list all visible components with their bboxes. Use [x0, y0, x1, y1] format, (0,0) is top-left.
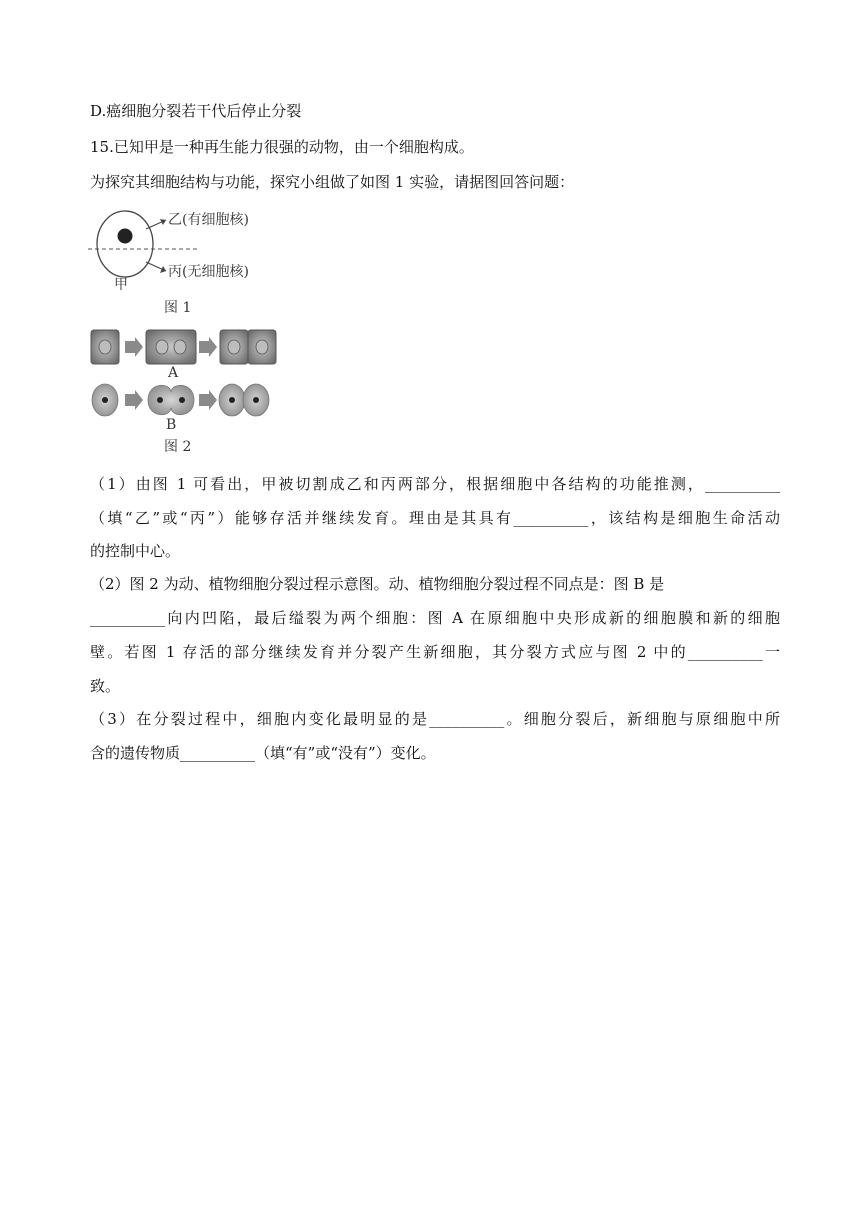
- arrow-b1: [125, 390, 143, 410]
- plant-nucleus-3b: [256, 340, 268, 354]
- figure-2-diagram: [88, 326, 288, 458]
- q2-line-3: 壁。若图 1 存活的部分继续发育并分裂产生新细胞，其分裂方式应与图 2 中的__________一: [90, 643, 780, 661]
- plant-nucleus-2b: [174, 340, 186, 354]
- plant-nucleus-2a: [156, 340, 168, 354]
- q1-line-1: （1）由图 1 可看出，甲被切割成乙和丙两部分，根据细胞中各结构的功能推测，__________: [90, 475, 780, 493]
- animal-nucleus-2a: [157, 397, 163, 403]
- q3-line-2: 含的遗传物质__________（填“有”或“没有”）变化。: [90, 744, 436, 762]
- cell-jia-outline: [97, 211, 153, 277]
- q2-line-1: （2）图 2 为动、植物细胞分裂过程示意图。动、植物细胞分裂过程不同点是：图 B 是: [90, 575, 665, 593]
- q3-line-1: （3）在分裂过程中，细胞内变化最明显的是__________。细胞分裂后，新细胞与原细胞中所: [90, 710, 780, 728]
- figure-1-caption: 图 1: [164, 300, 192, 316]
- plant-nucleus-1: [99, 340, 111, 354]
- q2-line-4: 致。: [90, 677, 121, 695]
- plant-nucleus-3a: [228, 340, 240, 354]
- label-jia: 甲: [114, 277, 128, 293]
- label-b: B: [166, 417, 177, 433]
- plant-cell-2: [146, 330, 196, 364]
- arrow-a1: [125, 337, 143, 357]
- arrow-head-bing: [160, 266, 166, 273]
- animal-cell-2: [148, 385, 194, 414]
- question-15-stem: 15.已知甲是一种再生能力很强的动物，由一个细胞构成。: [90, 138, 474, 156]
- label-bing: 丙(无细胞核): [168, 264, 249, 280]
- animal-nucleus-2b: [179, 397, 185, 403]
- animal-nucleus-3a: [229, 397, 235, 403]
- option-d-text: D.癌细胞分裂若干代后停止分裂: [90, 102, 302, 120]
- figure-2-caption: 图 2: [164, 439, 192, 455]
- arrow-a2: [199, 337, 217, 357]
- figure-1-diagram: [88, 207, 288, 319]
- q1-line-3: 的控制中心。: [90, 542, 181, 560]
- q2-line-2: __________向内凹陷，最后缢裂为两个细胞：图 A 在原细胞中央形成新的细胞膜和新的细胞: [90, 609, 780, 627]
- animal-nucleus-1: [102, 397, 108, 403]
- nucleus: [118, 229, 133, 244]
- question-15-intro: 为探究其细胞结构与功能，探究小组做了如图 1 实验，请据图回答问题：: [90, 173, 575, 191]
- q1-line-2: （填“乙”或“丙”）能够存活并继续发育。理由是其具有__________，该结构是细胞生命活动: [90, 509, 780, 527]
- label-a: A: [168, 365, 179, 381]
- label-yi: 乙(有细胞核): [168, 212, 249, 228]
- arrow-b2: [199, 390, 217, 410]
- animal-nucleus-3b: [253, 397, 259, 403]
